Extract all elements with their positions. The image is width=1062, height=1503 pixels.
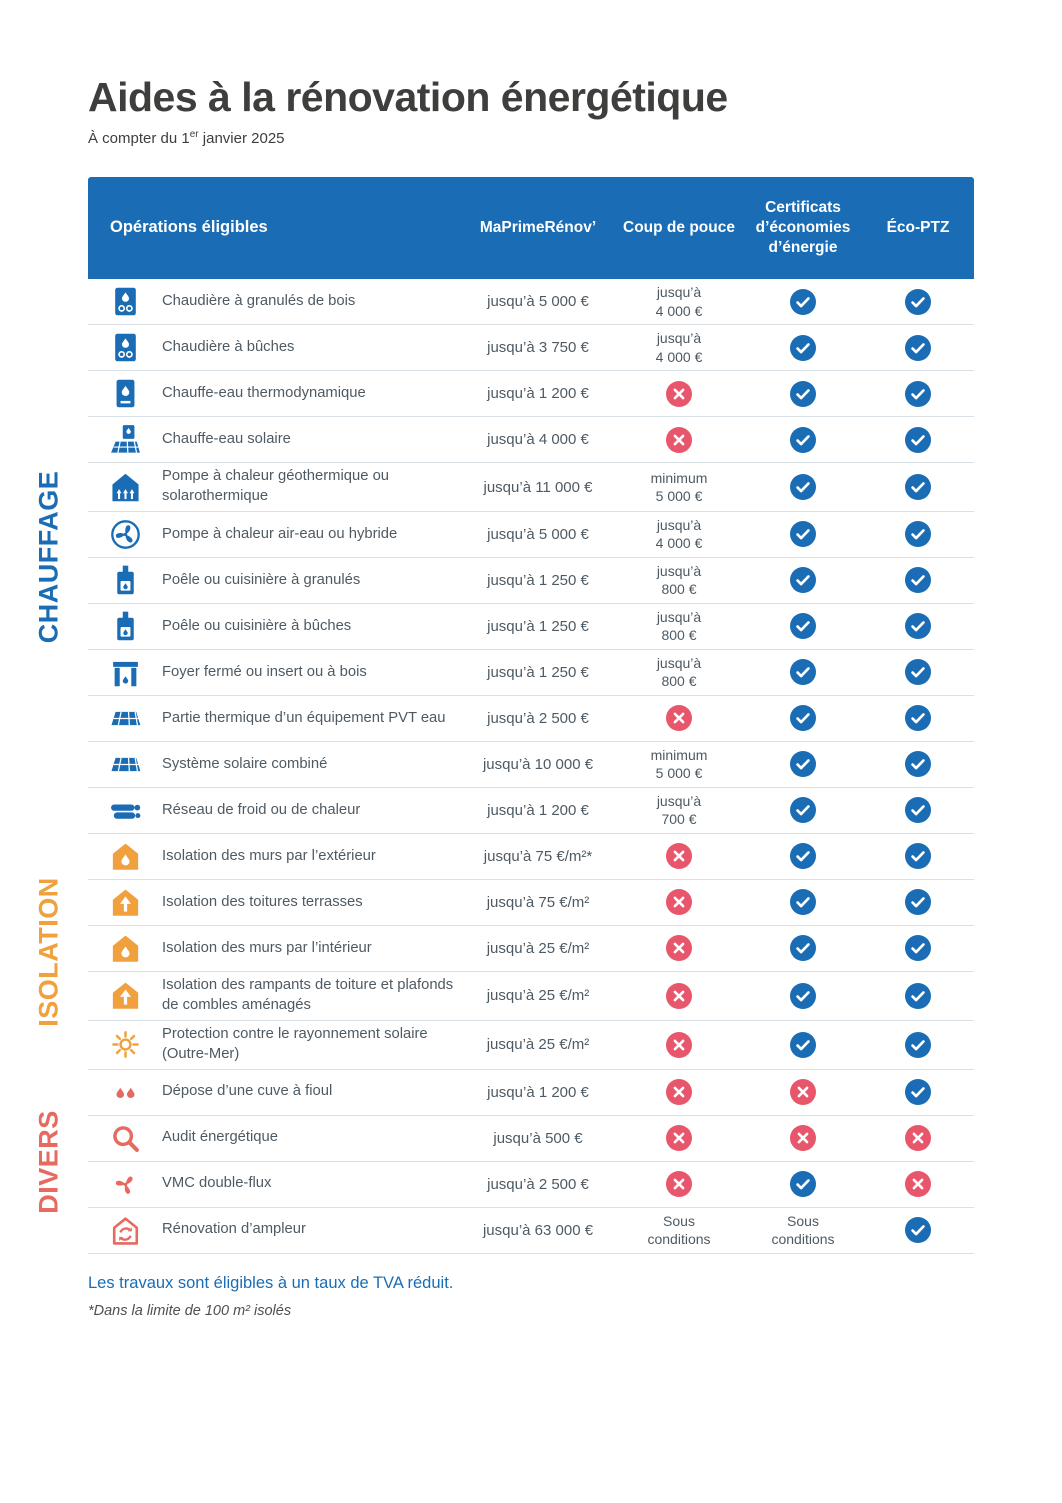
operation-label: Dépose d’une cuve à fioul <box>162 1083 333 1100</box>
wall-insulation-icon <box>88 840 162 873</box>
roof-insulation-icon <box>88 979 162 1012</box>
cross-icon <box>666 889 692 915</box>
geothermal-house-icon <box>88 471 162 504</box>
coup-de-pouce-value: jusqu’à 4 000 € <box>655 330 703 365</box>
operation-label: Isolation des rampants de toiture et plafonds de combles aménagés <box>162 976 454 1013</box>
operation-label: Isolation des murs par l’extérieur <box>162 847 376 864</box>
table-row <box>88 512 974 558</box>
coup-de-pouce-value <box>614 427 744 453</box>
wall-insulation-icon <box>88 932 162 965</box>
operation-label: Système solaire combiné <box>162 755 328 772</box>
check-icon <box>905 335 931 361</box>
maprimerenov-value: jusqu’à 75 €/m² <box>486 893 590 911</box>
eco-ptz-value <box>862 1032 974 1058</box>
check-icon <box>790 659 816 685</box>
maprimerenov-value: jusqu’à 500 € <box>493 1129 583 1147</box>
coup-de-pouce-value <box>614 1079 744 1105</box>
cee-value <box>744 705 862 731</box>
check-icon <box>905 427 931 453</box>
coup-de-pouce-value <box>614 935 744 961</box>
category-label-divers: DIVERS <box>33 1110 64 1214</box>
check-icon <box>905 935 931 961</box>
cross-icon <box>666 705 692 731</box>
maprimerenov-value: jusqu’à 25 €/m² <box>486 987 590 1005</box>
cee-value: Sous conditions <box>771 1213 835 1248</box>
check-icon <box>905 289 931 315</box>
oil-drops-icon <box>88 1076 162 1109</box>
table-row <box>88 880 974 926</box>
check-icon <box>905 567 931 593</box>
check-icon <box>790 889 816 915</box>
table-header <box>88 177 974 279</box>
operation-label: Pompe à chaleur air-eau ou hybride <box>162 525 398 542</box>
maprimerenov-value: jusqu’à 2 500 € <box>487 1175 589 1193</box>
operation-label: Réseau de froid ou de chaleur <box>162 801 361 818</box>
cee-value <box>744 567 862 593</box>
cross-icon <box>905 1125 931 1151</box>
check-icon <box>905 613 931 639</box>
table-row <box>88 604 974 650</box>
maprimerenov-value: jusqu’à 3 750 € <box>487 339 589 357</box>
cross-icon <box>666 381 692 407</box>
operation-label: Chaudière à bûches <box>162 338 295 355</box>
check-icon <box>790 983 816 1009</box>
check-icon <box>790 1171 816 1197</box>
pellet-stove-icon <box>88 564 162 597</box>
cross-icon <box>905 1171 931 1197</box>
cee-value <box>744 335 862 361</box>
check-icon <box>790 567 816 593</box>
check-icon <box>790 289 816 315</box>
check-icon <box>790 381 816 407</box>
sun-icon <box>88 1028 162 1061</box>
operation-label: Poêle ou cuisinière à granulés <box>162 571 361 588</box>
solar-panel-icon <box>88 748 162 781</box>
cee-value <box>744 751 862 777</box>
aid-table <box>88 177 974 1254</box>
table-row <box>88 834 974 880</box>
check-icon <box>790 521 816 547</box>
column-header-coup-de-pouce: Coup de pouce <box>623 218 735 236</box>
page-subtitle <box>88 129 974 147</box>
check-icon <box>905 1032 931 1058</box>
cee-value <box>744 1032 862 1058</box>
maprimerenov-value: jusqu’à 63 000 € <box>482 1221 594 1239</box>
table-row <box>88 1021 974 1070</box>
coup-de-pouce-value <box>614 983 744 1009</box>
check-icon <box>905 659 931 685</box>
table-body <box>88 279 974 1254</box>
coup-de-pouce-value <box>614 705 744 731</box>
category-label-chauffage: CHAUFFAGE <box>33 470 64 643</box>
check-icon <box>790 935 816 961</box>
check-icon <box>790 613 816 639</box>
heat-pump-fan-icon <box>88 518 162 551</box>
eco-ptz-value <box>862 567 974 593</box>
coup-de-pouce-value <box>614 1125 744 1151</box>
operation-label: Isolation des murs par l’intérieur <box>162 939 372 956</box>
operation-label: Foyer fermé ou insert ou à bois <box>162 663 367 680</box>
check-icon <box>905 983 931 1009</box>
operation-label: Chauffe-eau solaire <box>162 430 291 447</box>
check-icon <box>905 889 931 915</box>
check-icon <box>790 474 816 500</box>
table-row <box>88 1070 974 1116</box>
maprimerenov-value: jusqu’à 1 250 € <box>487 571 589 589</box>
check-icon <box>790 705 816 731</box>
column-header-operations: Opérations éligibles <box>110 218 268 237</box>
eco-ptz-value <box>862 1171 974 1197</box>
table-row <box>88 371 974 417</box>
table-row <box>88 696 974 742</box>
page-title: Aides à la rénovation énergétique <box>88 74 728 120</box>
maprimerenov-value: jusqu’à 75 €/m²* <box>483 847 593 865</box>
maprimerenov-value: jusqu’à 10 000 € <box>482 755 594 773</box>
cee-value <box>744 659 862 685</box>
fireplace-icon <box>88 656 162 689</box>
roof-insulation-icon <box>88 886 162 919</box>
maprimerenov-value: jusqu’à 4 000 € <box>487 431 589 449</box>
cee-value <box>744 1171 862 1197</box>
operation-label: Rénovation d’ampleur <box>162 1221 306 1238</box>
check-icon <box>905 843 931 869</box>
check-icon <box>790 843 816 869</box>
tva-note: Les travaux sont éligibles à un taux de TVA réduit. <box>88 1273 454 1292</box>
cee-value <box>744 613 862 639</box>
eco-ptz-value <box>862 381 974 407</box>
cee-value <box>744 935 862 961</box>
operation-label: Isolation des toitures terrasses <box>162 893 363 910</box>
cross-icon <box>666 935 692 961</box>
check-icon <box>905 381 931 407</box>
coup-de-pouce-value: jusqu’à 700 € <box>656 793 702 828</box>
check-icon <box>905 751 931 777</box>
eco-ptz-value <box>862 613 974 639</box>
operation-label: VMC double-flux <box>162 1175 272 1192</box>
check-icon <box>790 797 816 823</box>
maprimerenov-value: jusqu’à 1 200 € <box>487 1083 589 1101</box>
coup-de-pouce-value: jusqu’à 800 € <box>656 609 702 644</box>
coup-de-pouce-value: minimum 5 000 € <box>650 469 708 505</box>
eco-ptz-value <box>862 797 974 823</box>
cee-value <box>744 289 862 315</box>
check-icon <box>905 705 931 731</box>
cee-value <box>744 1125 862 1151</box>
column-header-maprimerenov: MaPrimeRénov’ <box>479 218 597 236</box>
eco-ptz-value <box>862 427 974 453</box>
table-row <box>88 558 974 604</box>
check-icon <box>790 751 816 777</box>
table-row <box>88 463 974 512</box>
cee-value <box>744 843 862 869</box>
table-row <box>88 788 974 834</box>
table-row <box>88 1116 974 1162</box>
maprimerenov-value: jusqu’à 5 000 € <box>487 525 589 543</box>
cee-value <box>744 797 862 823</box>
coup-de-pouce-value: minimum 5 000 € <box>650 747 708 782</box>
coup-de-pouce-value <box>614 381 744 407</box>
check-icon <box>790 427 816 453</box>
footnote: *Dans la limite de 100 m² isolés <box>88 1302 292 1319</box>
table-row <box>88 650 974 696</box>
operation-label: Partie thermique d’un équipement PVT eau <box>162 709 446 726</box>
cross-icon <box>666 1125 692 1151</box>
cross-icon <box>666 843 692 869</box>
table-row <box>88 417 974 463</box>
maprimerenov-value: jusqu’à 2 500 € <box>487 709 589 727</box>
cross-icon <box>666 983 692 1009</box>
boiler-icon <box>88 331 162 364</box>
cross-icon <box>666 1171 692 1197</box>
subtitle-prefix: À compter du 1 <box>88 130 190 148</box>
subtitle-superscript: er <box>189 129 199 141</box>
check-icon <box>905 521 931 547</box>
maprimerenov-value: jusqu’à 25 €/m² <box>486 1036 590 1054</box>
coup-de-pouce-value <box>614 1171 744 1197</box>
eco-ptz-value <box>862 659 974 685</box>
eco-ptz-value <box>862 521 974 547</box>
eco-ptz-value <box>862 935 974 961</box>
solar-panel-icon <box>88 702 162 735</box>
pellet-stove-icon <box>88 610 162 643</box>
coup-de-pouce-value: jusqu’à 800 € <box>656 655 702 690</box>
cee-value <box>744 1079 862 1105</box>
cross-icon <box>666 427 692 453</box>
cross-icon <box>666 1079 692 1105</box>
coup-de-pouce-value <box>614 843 744 869</box>
eco-ptz-value <box>862 705 974 731</box>
check-icon <box>905 1079 931 1105</box>
check-icon <box>905 1217 931 1243</box>
check-icon <box>905 797 931 823</box>
cee-value <box>744 983 862 1009</box>
cee-value <box>744 521 862 547</box>
maprimerenov-value: jusqu’à 1 200 € <box>487 385 589 403</box>
cross-icon <box>666 1032 692 1058</box>
solar-water-heater-icon <box>88 423 162 456</box>
check-icon <box>790 335 816 361</box>
cee-value <box>744 427 862 453</box>
operation-label: Audit énergétique <box>162 1129 278 1146</box>
subtitle-suffix: janvier 2025 <box>198 130 285 148</box>
category-label-isolation: ISOLATION <box>33 877 64 1027</box>
cross-icon <box>790 1125 816 1151</box>
maprimerenov-value: jusqu’à 11 000 € <box>483 478 593 496</box>
coup-de-pouce-value <box>614 889 744 915</box>
operation-label: Protection contre le rayonnement solaire (Outre-Mer) <box>162 1025 428 1062</box>
cee-value <box>744 474 862 500</box>
operation-label: Chauffe-eau thermodynamique <box>162 384 366 401</box>
table-row <box>88 1162 974 1208</box>
eco-ptz-value <box>862 1125 974 1151</box>
coup-de-pouce-value: jusqu’à 4 000 € <box>655 284 703 319</box>
maprimerenov-value: jusqu’à 25 €/m² <box>486 939 590 957</box>
eco-ptz-value <box>862 843 974 869</box>
cee-value <box>744 381 862 407</box>
operation-label: Poêle ou cuisinière à bûches <box>162 617 352 634</box>
check-icon <box>790 1032 816 1058</box>
coup-de-pouce-value <box>614 1032 744 1058</box>
vmc-fan-icon <box>88 1168 162 1201</box>
operation-label: Chaudière à granulés de bois <box>162 292 356 309</box>
eco-ptz-value <box>862 983 974 1009</box>
maprimerenov-value: jusqu’à 5 000 € <box>487 293 589 311</box>
maprimerenov-value: jusqu’à 1 250 € <box>487 663 589 681</box>
operation-label: Pompe à chaleur géothermique ou solarothermique <box>162 468 390 505</box>
eco-ptz-value <box>862 751 974 777</box>
column-header-cee: Certificats d’économies d’énergie <box>755 198 851 257</box>
cross-icon <box>790 1079 816 1105</box>
check-icon <box>905 474 931 500</box>
eco-ptz-value <box>862 1079 974 1105</box>
column-header-eco-ptz: Éco-PTZ <box>886 218 950 236</box>
table-row <box>88 1208 974 1254</box>
eco-ptz-value <box>862 335 974 361</box>
cee-value <box>744 889 862 915</box>
heat-network-icon <box>88 794 162 827</box>
coup-de-pouce-value: Sous conditions <box>647 1213 711 1248</box>
boiler-icon <box>88 285 162 318</box>
table-row <box>88 926 974 972</box>
eco-ptz-value <box>862 1217 974 1243</box>
coup-de-pouce-value: jusqu’à 4 000 € <box>655 517 703 552</box>
water-heater-icon <box>88 377 162 410</box>
eco-ptz-value <box>862 289 974 315</box>
table-row <box>88 325 974 371</box>
magnifier-icon <box>88 1122 162 1155</box>
eco-ptz-value <box>862 474 974 500</box>
maprimerenov-value: jusqu’à 1 250 € <box>487 617 589 635</box>
eco-ptz-value <box>862 889 974 915</box>
table-row <box>88 742 974 788</box>
coup-de-pouce-value: jusqu’à 800 € <box>656 563 702 598</box>
table-row <box>88 972 974 1021</box>
renovation-house-icon <box>88 1214 162 1247</box>
maprimerenov-value: jusqu’à 1 200 € <box>487 801 589 819</box>
table-row <box>88 279 974 325</box>
